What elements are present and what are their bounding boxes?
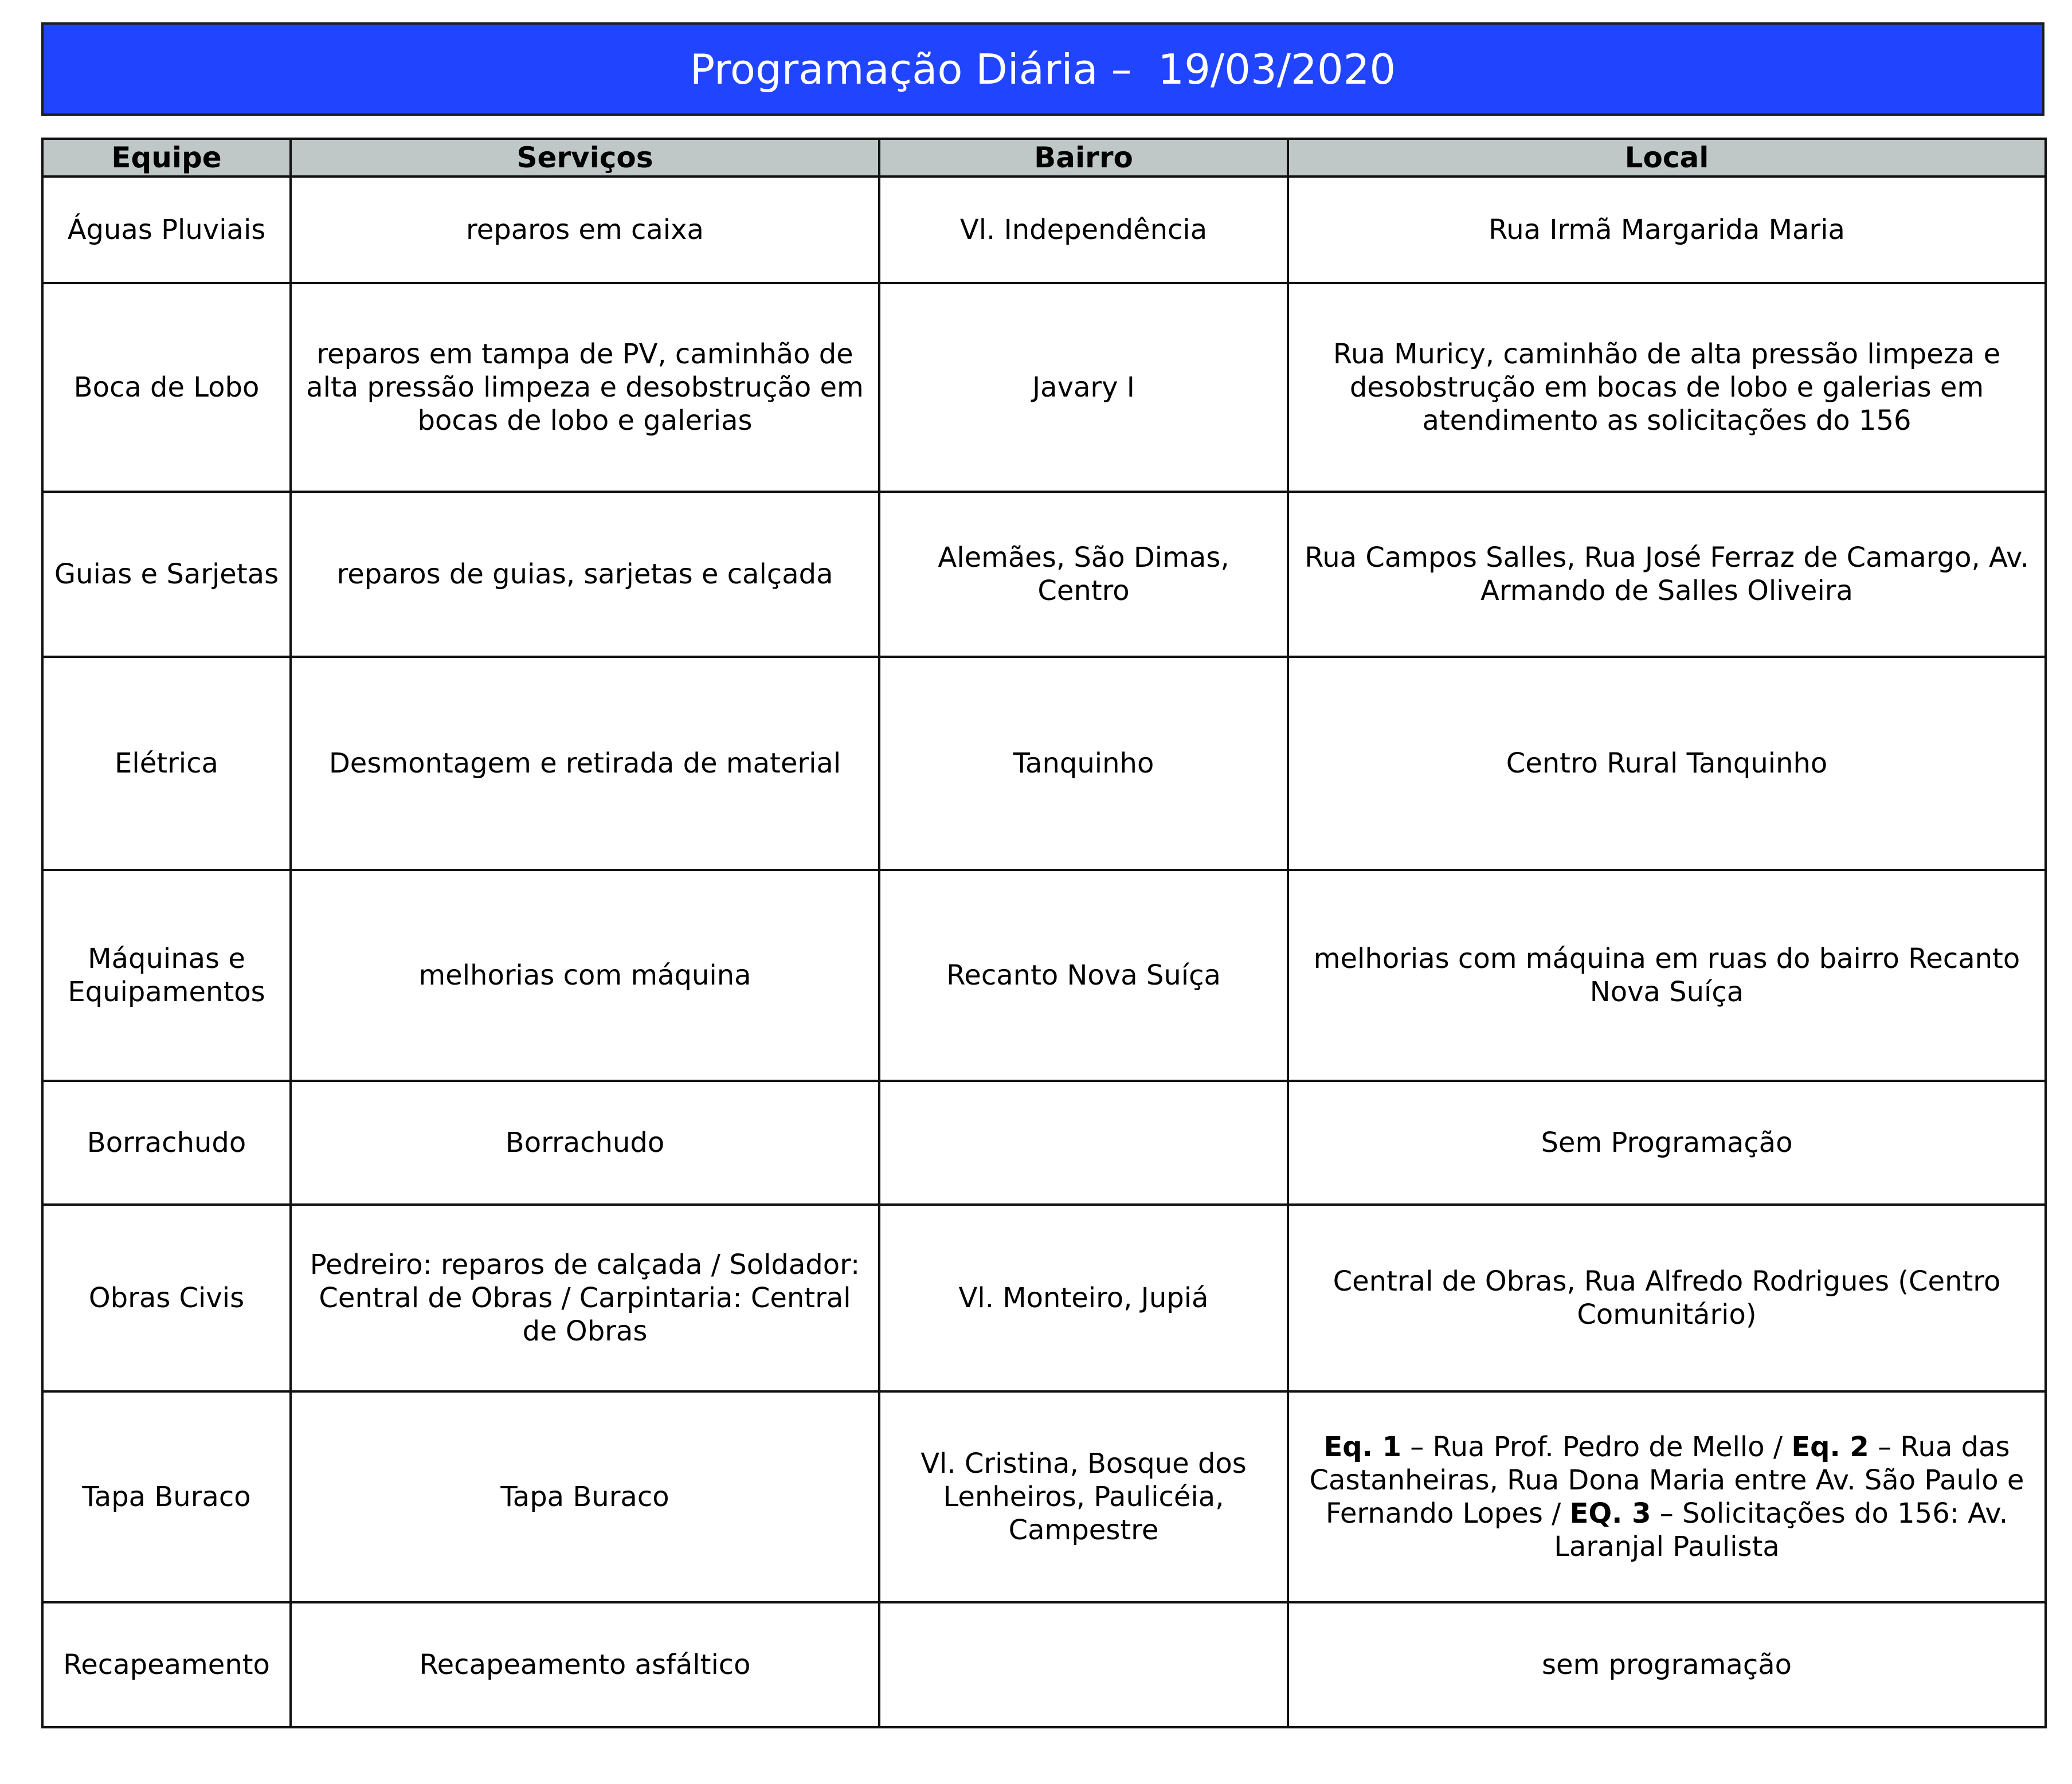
- cell-bairro: [879, 1602, 1288, 1727]
- table-row: [42, 177, 2046, 283]
- cell-bairro: Javary I: [879, 283, 1288, 492]
- cell-equipe: Guias e Sarjetas: [42, 492, 291, 657]
- cell-servicos: Recapeamento asfáltico: [291, 1602, 879, 1727]
- cell-equipe: Obras Civis: [42, 1205, 291, 1391]
- cell-local: Centro Rural Tanquinho: [1288, 657, 2046, 870]
- table-header-row: [42, 139, 2046, 177]
- cell-bairro: Tanquinho: [879, 657, 1288, 870]
- cell-bairro: Alemães, São Dimas, Centro: [879, 492, 1288, 657]
- column-header-bairro: Bairro: [879, 139, 1288, 177]
- column-header-local: Local: [1288, 139, 2046, 177]
- cell-servicos: reparos de guias, sarjetas e calçada: [291, 492, 879, 657]
- table-row: [42, 283, 2046, 492]
- cell-servicos: melhorias com máquina: [291, 870, 879, 1081]
- cell-equipe: Máquinas e Equipamentos: [42, 870, 291, 1081]
- cell-local: Central de Obras, Rua Alfredo Rodrigues (Centro Comunitário): [1288, 1205, 2046, 1391]
- cell-servicos: reparos em tampa de PV, caminhão de alta pressão limpeza e desobstrução em bocas de lobo e galerias: [291, 283, 879, 492]
- table-row: [42, 492, 2046, 657]
- table-row: [42, 870, 2046, 1081]
- cell-bairro: Vl. Independência: [879, 177, 1288, 283]
- table-row: [42, 1602, 2046, 1727]
- cell-local: sem programação: [1288, 1602, 2046, 1727]
- cell-servicos: Tapa Buraco: [291, 1391, 879, 1602]
- cell-local: melhorias com máquina em ruas do bairro Recanto Nova Suíça: [1288, 870, 2046, 1081]
- cell-equipe: Tapa Buraco: [42, 1391, 291, 1602]
- cell-bairro: [879, 1081, 1288, 1205]
- team-2-label: Eq. 2: [1791, 1431, 1869, 1463]
- team-1-text: – Rua Prof. Pedro de Mello /: [1401, 1431, 1792, 1463]
- cell-equipe: Boca de Lobo: [42, 283, 291, 492]
- column-header-servicos: Serviços: [291, 139, 879, 177]
- cell-servicos: Pedreiro: reparos de calçada / Soldador: Central de Obras / Carpintaria: Central de Obras: [291, 1205, 879, 1391]
- cell-servicos: reparos em caixa: [291, 177, 879, 283]
- cell-local: [1288, 1391, 2046, 1602]
- cell-equipe: Borrachudo: [42, 1081, 291, 1205]
- table-row: [42, 1391, 2046, 1602]
- team-3-text: – Solicitações do 156: Av. Laranjal Paulista: [1554, 1497, 2008, 1563]
- cell-servicos: Desmontagem e retirada de material: [291, 657, 879, 870]
- cell-local: Rua Irmã Margarida Maria: [1288, 177, 2046, 283]
- team-2-text: – Rua das Castanheiras, Rua Dona Maria entre Av. São Paulo e Fernando Lopes /: [1309, 1431, 2024, 1530]
- cell-bairro: Vl. Cristina, Bosque dos Lenheiros, Paulicéia, Campestre: [879, 1391, 1288, 1602]
- table-row: [42, 657, 2046, 870]
- cell-bairro: Recanto Nova Suíça: [879, 870, 1288, 1081]
- cell-bairro: Vl. Monteiro, Jupiá: [879, 1205, 1288, 1391]
- cell-local: Rua Muricy, caminhão de alta pressão limpeza e desobstrução em bocas de lobo e galerias em atendimento as solicitações do 156: [1288, 283, 2046, 492]
- team-3-label: EQ. 3: [1569, 1497, 1651, 1530]
- cell-local: Sem Programação: [1288, 1081, 2046, 1205]
- cell-equipe: Recapeamento: [42, 1602, 291, 1727]
- cell-local: Rua Campos Salles, Rua José Ferraz de Camargo, Av. Armando de Salles Oliveira: [1288, 492, 2046, 657]
- column-header-equipe: Equipe: [42, 139, 291, 177]
- page-title: Programação Diária – 19/03/2020: [41, 22, 2044, 116]
- table-row: [42, 1205, 2046, 1391]
- schedule-table: [41, 138, 2047, 1728]
- table-row: [42, 1081, 2046, 1205]
- cell-equipe: Elétrica: [42, 657, 291, 870]
- team-1-label: Eq. 1: [1323, 1431, 1401, 1463]
- cell-equipe: Águas Pluviais: [42, 177, 291, 283]
- cell-servicos: Borrachudo: [291, 1081, 879, 1205]
